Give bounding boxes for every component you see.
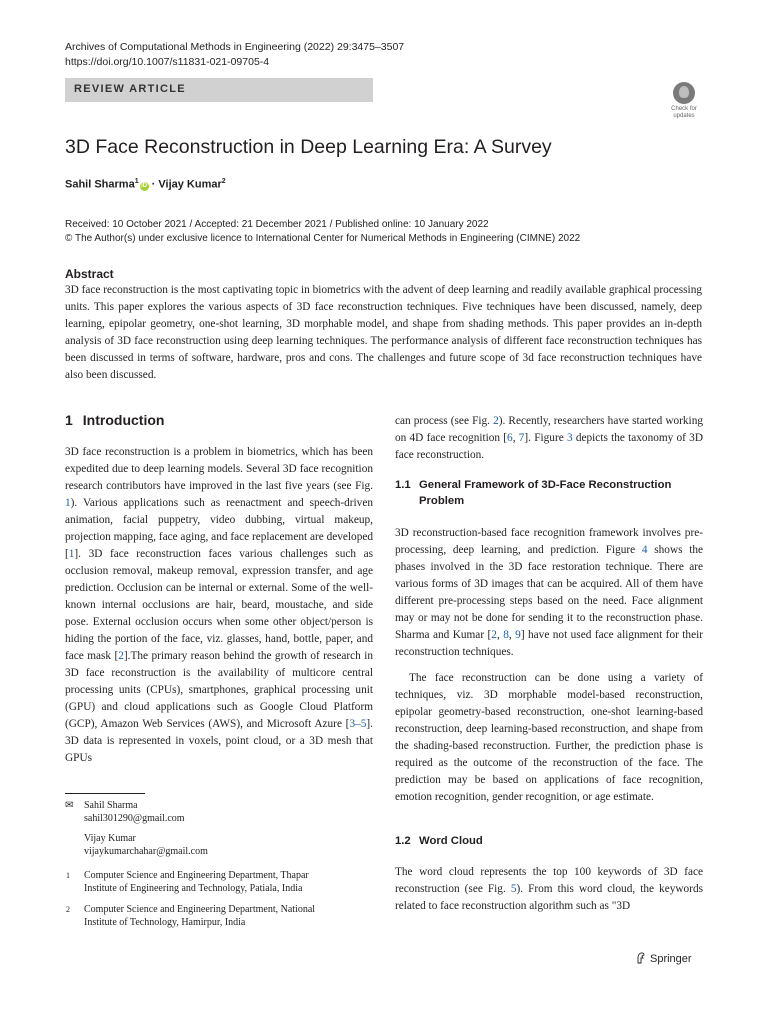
author-2-affiliation: 2 bbox=[221, 178, 226, 185]
article-type-label: REVIEW ARTICLE bbox=[74, 83, 186, 95]
check-updates-icon bbox=[673, 82, 695, 104]
orcid-icon[interactable]: iD bbox=[141, 182, 148, 189]
section-1-1-heading: 1.1 General Framework of 3D-Face Reconstruction Problem bbox=[395, 479, 672, 507]
corresponding-author-2 bbox=[84, 832, 208, 858]
fig-ref-2[interactable]: 2 bbox=[493, 415, 499, 427]
author-2[interactable]: Vijay Kumar bbox=[158, 178, 222, 191]
article-type-band bbox=[65, 78, 373, 102]
author-1-name: Sahil Sharma bbox=[84, 800, 138, 811]
affiliation-2-number: 2 bbox=[66, 905, 70, 914]
corresponding-author-1 bbox=[84, 799, 185, 825]
sec-1-2-paragraph-1: The word cloud represents the top 100 keywords of 3D face reconstruction (see Fig. 5). From this word cloud, the keywords related to face reconstruction algorithm such as "3D bbox=[395, 866, 703, 912]
paper-title: 3D Face Reconstruction in Deep Learning Era: A Survey bbox=[65, 136, 552, 158]
author-separator: · bbox=[148, 178, 159, 191]
affiliation-1-number: 1 bbox=[66, 871, 70, 880]
citation-2[interactable]: 2 bbox=[118, 650, 124, 662]
author-list bbox=[65, 178, 226, 191]
springer-horse-icon bbox=[636, 952, 646, 964]
copyright-line: © The Author(s) under exclusive licence to International Center for Numerical Methods in Engineering (CIMNE) 2022 bbox=[65, 233, 581, 244]
intro-paragraph-1: 3D face reconstruction is a problem in biometrics, which has been expedited due to deep learning models. Several 3D face recognition research contributors have improved in the last five years (see Fig. 1). Various applications such as reenactment and speech-driven animation, facial puppetry, video dubbing, virtual makeup, projection mapping, face aging, and face replacement are developed [1]. 3D face reconstruction faces various challenges such as occlusion removal, makeup removal, expression transfer, and age prediction. Occlusion can be internal or external. Some of the well-known internal occlusions are hair, beard, moustache, and side pose. External occlusion occurs when some other object/person is hiding the portion of the face, viz. glasses, hand, bottle, paper, and face mask [2].The primary reason behind the growth of research in 3D face reconstruction is the availability of multicore central processing units (CPUs), smartphones, graphical processing unit (GPU) and cloud applications such as Google Cloud Platform (GCP), Amazon Web Services (AWS), and Microsoft Azure [3–5]. 3D data is represented in voxels, point cloud, or a 3D mesh that GPUs bbox=[65, 446, 374, 764]
section-1-title: Introduction bbox=[82, 412, 165, 428]
publication-dates: Received: 10 October 2021 / Accepted: 21 December 2021 / Published online: 10 January 2022 bbox=[65, 219, 489, 230]
fig-ref-4[interactable]: 4 bbox=[641, 544, 648, 556]
section-1-1-number: 1.1 bbox=[395, 479, 411, 491]
citation-2b[interactable]: 2 bbox=[491, 629, 497, 641]
publisher-name: Springer bbox=[650, 953, 692, 965]
author-2-name: Vijay Kumar bbox=[84, 833, 136, 844]
author-1-email[interactable]: sahil301290@gmail.com bbox=[84, 813, 185, 824]
check-updates-line1: Check for bbox=[671, 106, 697, 112]
abstract-text: 3D face reconstruction is the most captivating topic in biometrics with the advent of deep learning and readily available graphical processing units. This paper explores the various aspects of 3D face reconstruction techniques. Five techniques have been discussed, namely, deep learning, epipolar geometry, one-shot learning, 3D morphable model, and shape from shading methods. This paper provides an in-depth analysis of 3D face reconstruction using deep learning techniques. The performance analysis of different face reconstruction techniques has been discussed in terms of software, hardware, pros and cons. The challenges and future scope of 3d face reconstruction techniques have also been discussed. bbox=[65, 284, 702, 381]
check-for-updates-badge[interactable] bbox=[666, 82, 702, 124]
citation-1[interactable]: 1 bbox=[68, 548, 75, 560]
citation-8[interactable]: 8 bbox=[503, 629, 509, 641]
section-1-heading bbox=[65, 412, 164, 428]
check-updates-line2: updates bbox=[673, 112, 695, 119]
sec-1-1-paragraph-1: 3D reconstruction-based face recognition framework involves pre-processing, deep learning, and prediction. Figure 4 shows the phases involved in the 3D face restoration technique. There are various forms of 3D images that can be acquired. All of them have different pre-processing steps based on the need. Face alignment may or may not be done for sending it to the reconstruction phase. Sharma and Kumar [2, 8, 9] have not used face alignment for their reconstruction techniques. bbox=[395, 527, 703, 658]
affiliation-2: Computer Science and Engineering Department, National Institute of Technology, Hamirpur, India bbox=[84, 904, 316, 928]
citation-6[interactable]: 6 bbox=[507, 432, 513, 444]
citation-3-5[interactable]: 3–5 bbox=[349, 718, 367, 730]
fig-ref-3[interactable]: 3 bbox=[566, 432, 573, 444]
footnote-rule bbox=[65, 793, 145, 794]
author-1[interactable]: Sahil Sharma bbox=[65, 178, 135, 191]
citation-9[interactable]: 9 bbox=[515, 629, 521, 641]
sec-1-1-paragraph-2: The face reconstruction can be done using a variety of techniques, viz. 3D morphable model-based reconstruction, epipolar geometry-based reconstruction, one-shot learning-based reconstruction, deep learning-based reconstruction, and shape from the shading-based reconstruction. Further, the prediction phase is required as the outcome of the reconstruction of the face. The prediction may be based on applications of face recognition, emotion recognition, gender recognition, or age estimate. bbox=[395, 672, 703, 803]
envelope-icon: ✉ bbox=[65, 800, 74, 811]
fig-ref-5[interactable]: 5 bbox=[510, 883, 517, 895]
publication-info bbox=[65, 218, 580, 246]
journal-citation: Archives of Computational Methods in Engineering (2022) 29:3475–3507 bbox=[65, 41, 405, 53]
author-2-email[interactable]: vijaykumarchahar@gmail.com bbox=[84, 846, 208, 857]
doi-link[interactable]: https://doi.org/10.1007/s11831-021-09705-4 bbox=[65, 56, 270, 68]
fig-ref-1[interactable]: 1 bbox=[65, 497, 71, 509]
section-1-2-number: 1.2 bbox=[395, 835, 411, 847]
intro-paragraph-2: can process (see Fig. 2). Recently, researchers have started working on 4D face recognition [6, 7]. Figure 3 depicts the taxonomy of 3D face reconstruction. bbox=[395, 415, 703, 461]
affiliation-1: Computer Science and Engineering Department, Thapar Institute of Engineering and Technology, Patiala, India bbox=[84, 870, 309, 894]
author-1-affiliation: 1 bbox=[134, 178, 139, 185]
section-1-2-heading: 1.2 Word Cloud bbox=[395, 835, 483, 847]
journal-header bbox=[65, 40, 404, 70]
abstract-heading: Abstract bbox=[65, 267, 114, 281]
section-1-number: 1 bbox=[65, 412, 73, 428]
citation-7[interactable]: 7 bbox=[518, 432, 525, 444]
publisher-footer bbox=[636, 952, 692, 965]
